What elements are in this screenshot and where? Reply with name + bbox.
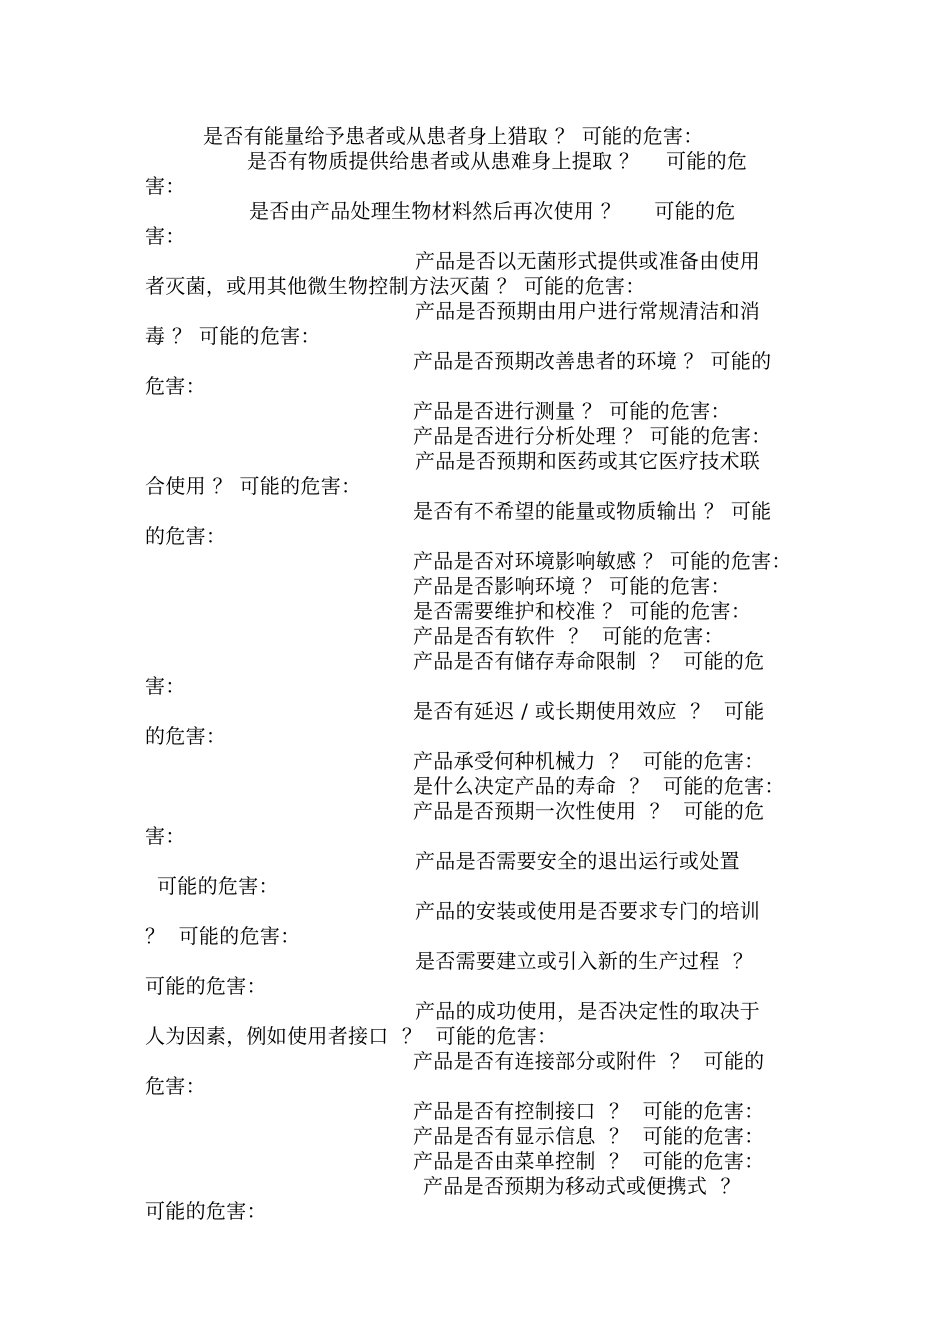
text-line: 可能的危害： — [145, 974, 267, 998]
text-line: 产品是否进行测量 ？ 可能的危害： — [413, 399, 731, 423]
text-line: 产品是否影响环境 ？ 可能的危害： — [413, 574, 731, 598]
text-line: 产品的成功使用，是否决定性的取决于 — [415, 999, 761, 1023]
text-line: 害： — [145, 224, 186, 248]
text-line: 产品是否有软件 ？ 可能的危害： — [413, 624, 724, 648]
text-line: 人为因素，例如使用者接口 ？ 可能的危害： — [145, 1024, 558, 1048]
text-line: 是什么决定产品的寿命 ？ 可能的危害： — [413, 774, 785, 798]
text-line: 可能的危害： — [157, 874, 279, 898]
text-line: 产品是否有储存寿命限制 ？ 可能的危 — [413, 649, 765, 673]
text-line: 产品是否预期为移动式或便携式 ？ — [423, 1174, 741, 1198]
text-line: 产品是否由菜单控制 ？ 可能的危害： — [413, 1149, 765, 1173]
text-line: 害： — [145, 674, 186, 698]
text-line: 害： — [145, 824, 186, 848]
text-line: 产品是否预期和医药或其它医疗技术联 — [415, 449, 761, 473]
text-line: 是否有能量给予患者或从患者身上猎取 ？ 可能的危害： — [203, 124, 704, 148]
text-line: 是否需要建立或引入新的生产过程 ？ — [415, 949, 754, 973]
text-line: 产品是否有连接部分或附件 ？ 可能的 — [413, 1049, 765, 1073]
text-line: 毒 ？ 可能的危害： — [145, 324, 321, 348]
text-line: 产品是否以无菌形式提供或准备由使用 — [415, 249, 761, 273]
text-line: 产品是否有控制接口 ？ 可能的危害： — [413, 1099, 765, 1123]
text-line: 产品是否预期由用户进行常规清洁和消 — [415, 299, 761, 323]
text-line: 产品的安装或使用是否要求专门的培训 — [415, 899, 761, 923]
text-line: 合使用 ？ 可能的危害： — [145, 474, 362, 498]
text-line: 危害： — [145, 1074, 206, 1098]
text-line: 产品是否进行分析处理 ？ 可能的危害： — [413, 424, 772, 448]
text-line: 是否需要维护和校准 ？ 可能的危害： — [413, 599, 752, 623]
text-line: 的危害： — [145, 724, 227, 748]
text-line: 的危害： — [145, 524, 227, 548]
text-line: 害： — [145, 174, 186, 198]
text-line: 是否由产品处理生物材料然后再次使用 ？ 可能的危 — [249, 199, 736, 223]
text-line: 产品是否对环境影响敏感 ？ 可能的危害： — [413, 549, 792, 573]
text-line: 是否有不希望的能量或物质输出 ？ 可能 — [413, 499, 772, 523]
text-line: 可能的危害： — [145, 1199, 267, 1223]
text-line: 者灭菌，或用其他微生物控制方法灭菌 ？ 可能的危害： — [145, 274, 646, 298]
text-line: 是否有延迟 / 或长期使用效应 ？ 可能 — [413, 699, 765, 723]
text-line: 产品是否预期一次性使用 ？ 可能的危 — [413, 799, 765, 823]
text-line: 产品是否预期改善患者的环境 ？ 可能的 — [413, 349, 772, 373]
text-line: ？ 可能的危害： — [145, 924, 301, 948]
text-line: 危害： — [145, 374, 206, 398]
text-line: 产品承受何种机械力 ？ 可能的危害： — [413, 749, 765, 773]
text-line: 产品是否有显示信息 ？ 可能的危害： — [413, 1124, 765, 1148]
text-line: 是否有物质提供给患者或从患难身上提取 ？ 可能的危 — [247, 149, 748, 173]
text-line: 产品是否需要安全的退出运行或处置 — [415, 849, 740, 873]
